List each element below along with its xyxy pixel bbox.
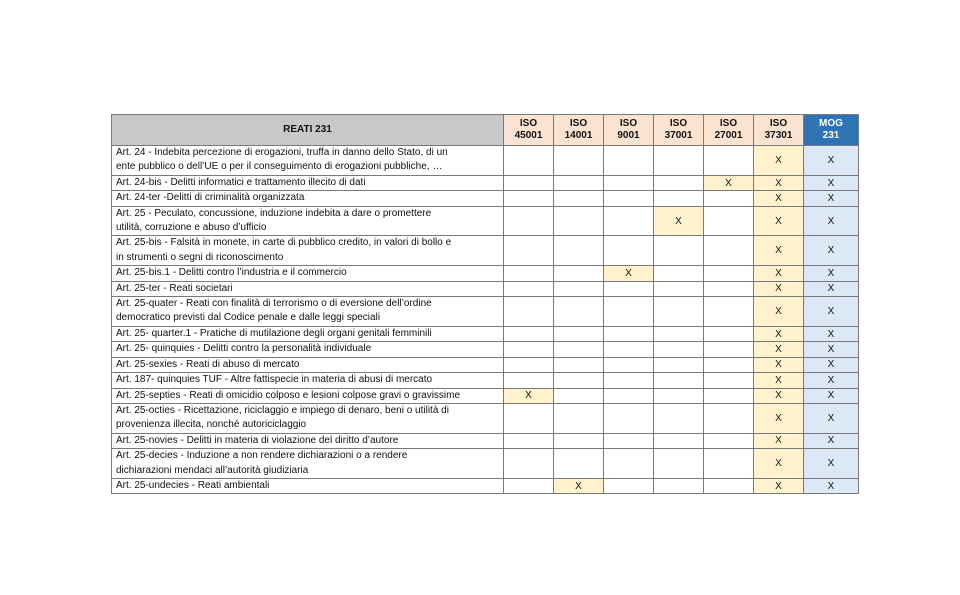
applicability-mark: X — [827, 343, 835, 355]
applicability-mark: X — [775, 177, 782, 189]
offence-description-cell — [112, 281, 504, 296]
table-row — [112, 206, 859, 236]
mog-231-cell — [804, 191, 859, 206]
iso-applicability-cell — [554, 388, 604, 403]
table-row — [112, 266, 859, 281]
offence-description-cell — [112, 342, 504, 357]
applicability-mark: X — [775, 435, 782, 447]
iso-applicability-cell — [604, 388, 654, 403]
header-label-line1: ISO — [719, 118, 738, 129]
offence-description-line: Art. 25-sexies - Reati di abuso di mercato — [116, 358, 300, 370]
iso-applicability-cell — [604, 281, 654, 296]
applicability-mark: X — [827, 305, 835, 317]
iso-applicability-cell — [554, 342, 604, 357]
iso-applicability-cell — [604, 373, 654, 388]
applicability-mark: X — [827, 390, 835, 402]
iso-applicability-cell — [504, 266, 554, 281]
iso-applicability-cell — [654, 175, 704, 190]
iso-applicability-cell — [604, 449, 654, 479]
table-row — [112, 146, 859, 176]
iso-applicability-cell — [754, 266, 804, 281]
header-label-line1: ISO — [769, 118, 788, 129]
mog-231-cell — [804, 175, 859, 190]
applicability-mark: X — [827, 283, 835, 295]
iso-applicability-cell — [504, 191, 554, 206]
mog-231-cell — [804, 281, 859, 296]
iso-applicability-cell — [504, 403, 554, 433]
table-row — [112, 326, 859, 341]
offence-description-line: Art. 25-decies - Induzione a non rendere dichiarazioni o a rendere — [116, 450, 408, 462]
header-iso-37301 — [754, 115, 804, 146]
header-reati-231: REATI 231 — [112, 115, 504, 146]
iso-applicability-cell — [754, 175, 804, 190]
offence-description-line: Art. 24-bis - Delitti informatici e trattamento illecito di dati — [116, 176, 366, 188]
applicability-mark: X — [827, 192, 835, 204]
table-row — [112, 175, 859, 190]
offence-description-line: Art. 25-ter - Reati societari — [116, 282, 233, 294]
iso-applicability-cell — [504, 236, 554, 266]
header-label-line2: 37301 — [764, 130, 793, 141]
iso-applicability-cell — [704, 266, 754, 281]
offence-description-line: Art. 25- quarter.1 - Pratiche di mutilazione degli organi genitali femminili — [116, 327, 432, 339]
applicability-mark: X — [827, 328, 835, 340]
iso-applicability-cell — [654, 342, 704, 357]
applicability-mark: X — [675, 215, 682, 227]
applicability-mark: X — [775, 359, 782, 371]
iso-applicability-cell — [754, 326, 804, 341]
iso-applicability-cell — [704, 236, 754, 266]
iso-applicability-cell — [554, 326, 604, 341]
iso-applicability-cell — [604, 403, 654, 433]
applicability-mark: X — [775, 192, 782, 204]
header-row — [112, 115, 859, 146]
iso-applicability-cell — [754, 433, 804, 448]
mog-231-cell — [804, 266, 859, 281]
iso-applicability-cell — [554, 403, 604, 433]
iso-applicability-cell — [554, 373, 604, 388]
mog-231-cell — [804, 146, 859, 176]
applicability-mark: X — [775, 267, 782, 279]
offence-description-cell — [112, 357, 504, 372]
mog-231-cell — [804, 326, 859, 341]
applicability-mark: X — [775, 480, 782, 492]
iso-applicability-cell — [554, 146, 604, 176]
iso-applicability-cell — [604, 266, 654, 281]
offence-description-line: Art. 25 - Peculato, concussione, induzione indebita a dare o promettere — [116, 207, 432, 219]
offence-description-cell — [112, 449, 504, 479]
iso-applicability-cell — [704, 146, 754, 176]
header-label-line1: ISO — [519, 118, 538, 129]
applicability-mark: X — [827, 154, 835, 166]
mog-231-cell — [804, 357, 859, 372]
iso-applicability-cell — [554, 175, 604, 190]
iso-applicability-cell — [654, 206, 704, 236]
iso-applicability-cell — [604, 236, 654, 266]
header-iso-14001 — [554, 115, 604, 146]
applicability-mark: X — [827, 245, 835, 257]
iso-applicability-cell — [504, 342, 554, 357]
iso-applicability-cell — [654, 433, 704, 448]
offence-description-line: Art. 25- quinquies - Delitti contro la personalità individuale — [116, 343, 372, 355]
mog-231-cell — [804, 433, 859, 448]
iso-applicability-cell — [604, 297, 654, 327]
iso-applicability-cell — [504, 175, 554, 190]
applicability-mark: X — [775, 328, 782, 340]
offence-description-line: utilità, corruzione e abuso d’ufficio — [116, 222, 267, 234]
table-row — [112, 449, 859, 479]
iso-applicability-cell — [704, 357, 754, 372]
table-row — [112, 191, 859, 206]
offence-description-line: provenienza illecita, nonché autoriciclaggio — [116, 419, 307, 431]
iso-applicability-cell — [604, 206, 654, 236]
offence-description-cell — [112, 373, 504, 388]
offence-description-cell — [112, 206, 504, 236]
iso-applicability-cell — [704, 281, 754, 296]
iso-applicability-cell — [504, 373, 554, 388]
applicability-mark: X — [827, 458, 835, 470]
iso-applicability-cell — [754, 146, 804, 176]
iso-applicability-cell — [754, 403, 804, 433]
iso-applicability-cell — [654, 388, 704, 403]
iso-applicability-cell — [654, 478, 704, 493]
iso-applicability-cell — [604, 342, 654, 357]
header-label-line2: 231 — [822, 130, 840, 141]
iso-applicability-cell — [704, 191, 754, 206]
iso-applicability-cell — [504, 326, 554, 341]
table-row — [112, 373, 859, 388]
offence-description-line: Art. 24 - Indebita percezione di erogazioni, truffa in danno dello Stato, di un — [116, 147, 448, 158]
iso-applicability-cell — [604, 326, 654, 341]
offence-description-cell — [112, 433, 504, 448]
iso-applicability-cell — [704, 449, 754, 479]
iso-applicability-cell — [504, 433, 554, 448]
iso-applicability-cell — [754, 236, 804, 266]
offence-description-line: in strumenti o segni di riconoscimento — [116, 251, 284, 263]
iso-applicability-cell — [554, 266, 604, 281]
iso-applicability-cell — [554, 191, 604, 206]
iso-applicability-cell — [654, 191, 704, 206]
iso-applicability-cell — [654, 449, 704, 479]
offence-description-cell — [112, 175, 504, 190]
offence-description-cell — [112, 236, 504, 266]
iso-applicability-cell — [604, 357, 654, 372]
mog-231-cell — [804, 373, 859, 388]
iso-applicability-cell — [704, 433, 754, 448]
offence-description-line: Art. 25-bis - Falsità in monete, in carte di pubblico credito, in valori di bollo e — [116, 237, 452, 249]
iso-applicability-cell — [754, 206, 804, 236]
applicability-mark: X — [775, 215, 782, 227]
iso-applicability-cell — [604, 175, 654, 190]
offence-description-line: Art. 25-quater - Reati con finalità di terrorismo o di eversione dell’ordine — [116, 298, 432, 310]
table-row — [112, 236, 859, 266]
applicability-mark: X — [827, 374, 835, 386]
applicability-mark: X — [725, 177, 732, 189]
applicability-mark: X — [775, 154, 782, 166]
iso-applicability-cell — [754, 373, 804, 388]
iso-applicability-cell — [754, 191, 804, 206]
iso-applicability-cell — [504, 146, 554, 176]
iso-applicability-cell — [554, 206, 604, 236]
iso-applicability-cell — [554, 449, 604, 479]
applicability-mark: X — [775, 390, 782, 402]
applicability-mark: X — [775, 374, 782, 386]
offence-description-cell — [112, 146, 504, 176]
iso-applicability-cell — [704, 403, 754, 433]
offence-description-cell — [112, 266, 504, 281]
header-label-line2: 14001 — [564, 130, 593, 141]
header-label-line2: 9001 — [617, 130, 640, 141]
iso-applicability-cell — [754, 342, 804, 357]
iso-applicability-cell — [654, 297, 704, 327]
header-iso-9001 — [604, 115, 654, 146]
iso-applicability-cell — [554, 297, 604, 327]
iso-applicability-cell — [654, 146, 704, 176]
iso-applicability-cell — [754, 281, 804, 296]
mog-231-cell — [804, 403, 859, 433]
offence-description-cell — [112, 478, 504, 493]
header-label-line2: 27001 — [714, 130, 743, 141]
header-label-line1: ISO — [569, 118, 588, 129]
header-mog-231 — [804, 115, 859, 146]
iso-applicability-cell — [704, 478, 754, 493]
table-row — [112, 342, 859, 357]
table-row — [112, 433, 859, 448]
iso-applicability-cell — [654, 266, 704, 281]
applicability-mark: X — [525, 390, 532, 402]
matrix-body — [112, 146, 859, 494]
mog-231-cell — [804, 236, 859, 266]
mog-231-cell — [804, 206, 859, 236]
offence-description-line: ente pubblico o dell’UE o per il conseguimento di erogazioni pubbliche, … — [116, 161, 443, 173]
mog-231-cell — [804, 342, 859, 357]
offence-description-cell — [112, 388, 504, 403]
applicability-mark: X — [827, 267, 835, 279]
mog-231-cell — [804, 449, 859, 479]
iso-applicability-cell — [654, 357, 704, 372]
offence-description-line: Art. 187- quinquies TUF - Altre fattispecie in materia di abusi di mercato — [116, 374, 433, 386]
iso-applicability-cell — [754, 449, 804, 479]
iso-applicability-cell — [554, 236, 604, 266]
applicability-mark: X — [827, 412, 835, 424]
offence-description-line: Art. 25-octies - Ricettazione, riciclaggio e impiego di denaro, beni o utilità di — [116, 404, 449, 416]
iso-applicability-cell — [504, 281, 554, 296]
applicability-mark: X — [575, 480, 582, 492]
applicability-mark: X — [775, 305, 782, 317]
mog-231-cell — [804, 297, 859, 327]
header-label-line2: 45001 — [514, 130, 543, 141]
iso-applicability-cell — [504, 357, 554, 372]
iso-applicability-cell — [654, 373, 704, 388]
header-iso-45001 — [504, 115, 554, 146]
iso-applicability-cell — [654, 326, 704, 341]
iso-applicability-cell — [504, 388, 554, 403]
table-row — [112, 281, 859, 296]
iso-applicability-cell — [704, 373, 754, 388]
iso-applicability-cell — [704, 388, 754, 403]
iso-applicability-cell — [654, 281, 704, 296]
header-iso-27001 — [704, 115, 754, 146]
offence-description-cell — [112, 403, 504, 433]
iso-applicability-cell — [704, 326, 754, 341]
applicability-mark: X — [827, 359, 835, 371]
iso-applicability-cell — [604, 433, 654, 448]
mog-231-cell — [804, 388, 859, 403]
iso-applicability-cell — [504, 449, 554, 479]
table-row — [112, 297, 859, 327]
offence-description-line: Art. 25-undecies - Reati ambientali — [116, 479, 270, 491]
iso-applicability-cell — [704, 206, 754, 236]
iso-applicability-cell — [504, 478, 554, 493]
iso-applicability-cell — [654, 403, 704, 433]
table-row — [112, 357, 859, 372]
offence-description-line: Art. 25-bis.1 - Delitti contro l’industria e il commercio — [116, 267, 347, 279]
header-label-line1: MOG — [819, 118, 843, 129]
iso-applicability-cell — [704, 175, 754, 190]
applicability-mark: X — [775, 343, 782, 355]
offence-description-line: Art. 25-novies - Delitti in materia di violazione del diritto d’autore — [116, 434, 399, 446]
iso-applicability-cell — [654, 236, 704, 266]
iso-applicability-cell — [504, 297, 554, 327]
iso-applicability-cell — [554, 357, 604, 372]
applicability-mark: X — [775, 458, 782, 470]
table-row — [112, 403, 859, 433]
offence-description-line: democratico previsti dal Codice penale e dalle leggi speciali — [116, 312, 381, 324]
applicability-mark: X — [775, 245, 782, 257]
offence-description-cell — [112, 191, 504, 206]
applicability-mark: X — [827, 480, 835, 492]
iso-applicability-cell — [754, 388, 804, 403]
table-row — [112, 478, 859, 493]
iso-applicability-cell — [604, 478, 654, 493]
applicability-mark: X — [625, 267, 632, 279]
iso-applicability-cell — [704, 297, 754, 327]
applicability-mark: X — [775, 412, 782, 424]
iso-applicability-cell — [754, 297, 804, 327]
header-label-line1: ISO — [619, 118, 638, 129]
iso-applicability-cell — [604, 146, 654, 176]
offence-description-line: dichiarazioni mendaci all’autorità giudiziaria — [116, 464, 309, 476]
header-label-line2: 37001 — [664, 130, 693, 141]
iso-applicability-cell — [604, 191, 654, 206]
offence-description-cell — [112, 326, 504, 341]
header-label-line1: ISO — [669, 118, 688, 129]
iso-applicability-cell — [554, 281, 604, 296]
iso-applicability-cell — [704, 342, 754, 357]
iso-applicability-cell — [554, 478, 604, 493]
applicability-mark: X — [827, 177, 835, 189]
applicability-mark: X — [827, 435, 835, 447]
header-iso-37001 — [654, 115, 704, 146]
applicability-mark: X — [775, 283, 782, 295]
iso-applicability-cell — [504, 206, 554, 236]
table-row — [112, 388, 859, 403]
mog-231-cell — [804, 478, 859, 493]
iso-applicability-cell — [754, 357, 804, 372]
offence-description-cell — [112, 297, 504, 327]
iso-applicability-cell — [754, 478, 804, 493]
applicability-mark: X — [827, 215, 835, 227]
reati-231-matrix-table — [111, 114, 859, 494]
offence-description-line: Art. 25-septies - Reati di omicidio colposo e lesioni colpose gravi o gravissime — [116, 389, 461, 401]
offence-description-line: Art. 24-ter -Delitti di criminalità organizzata — [116, 192, 305, 204]
iso-applicability-cell — [554, 433, 604, 448]
